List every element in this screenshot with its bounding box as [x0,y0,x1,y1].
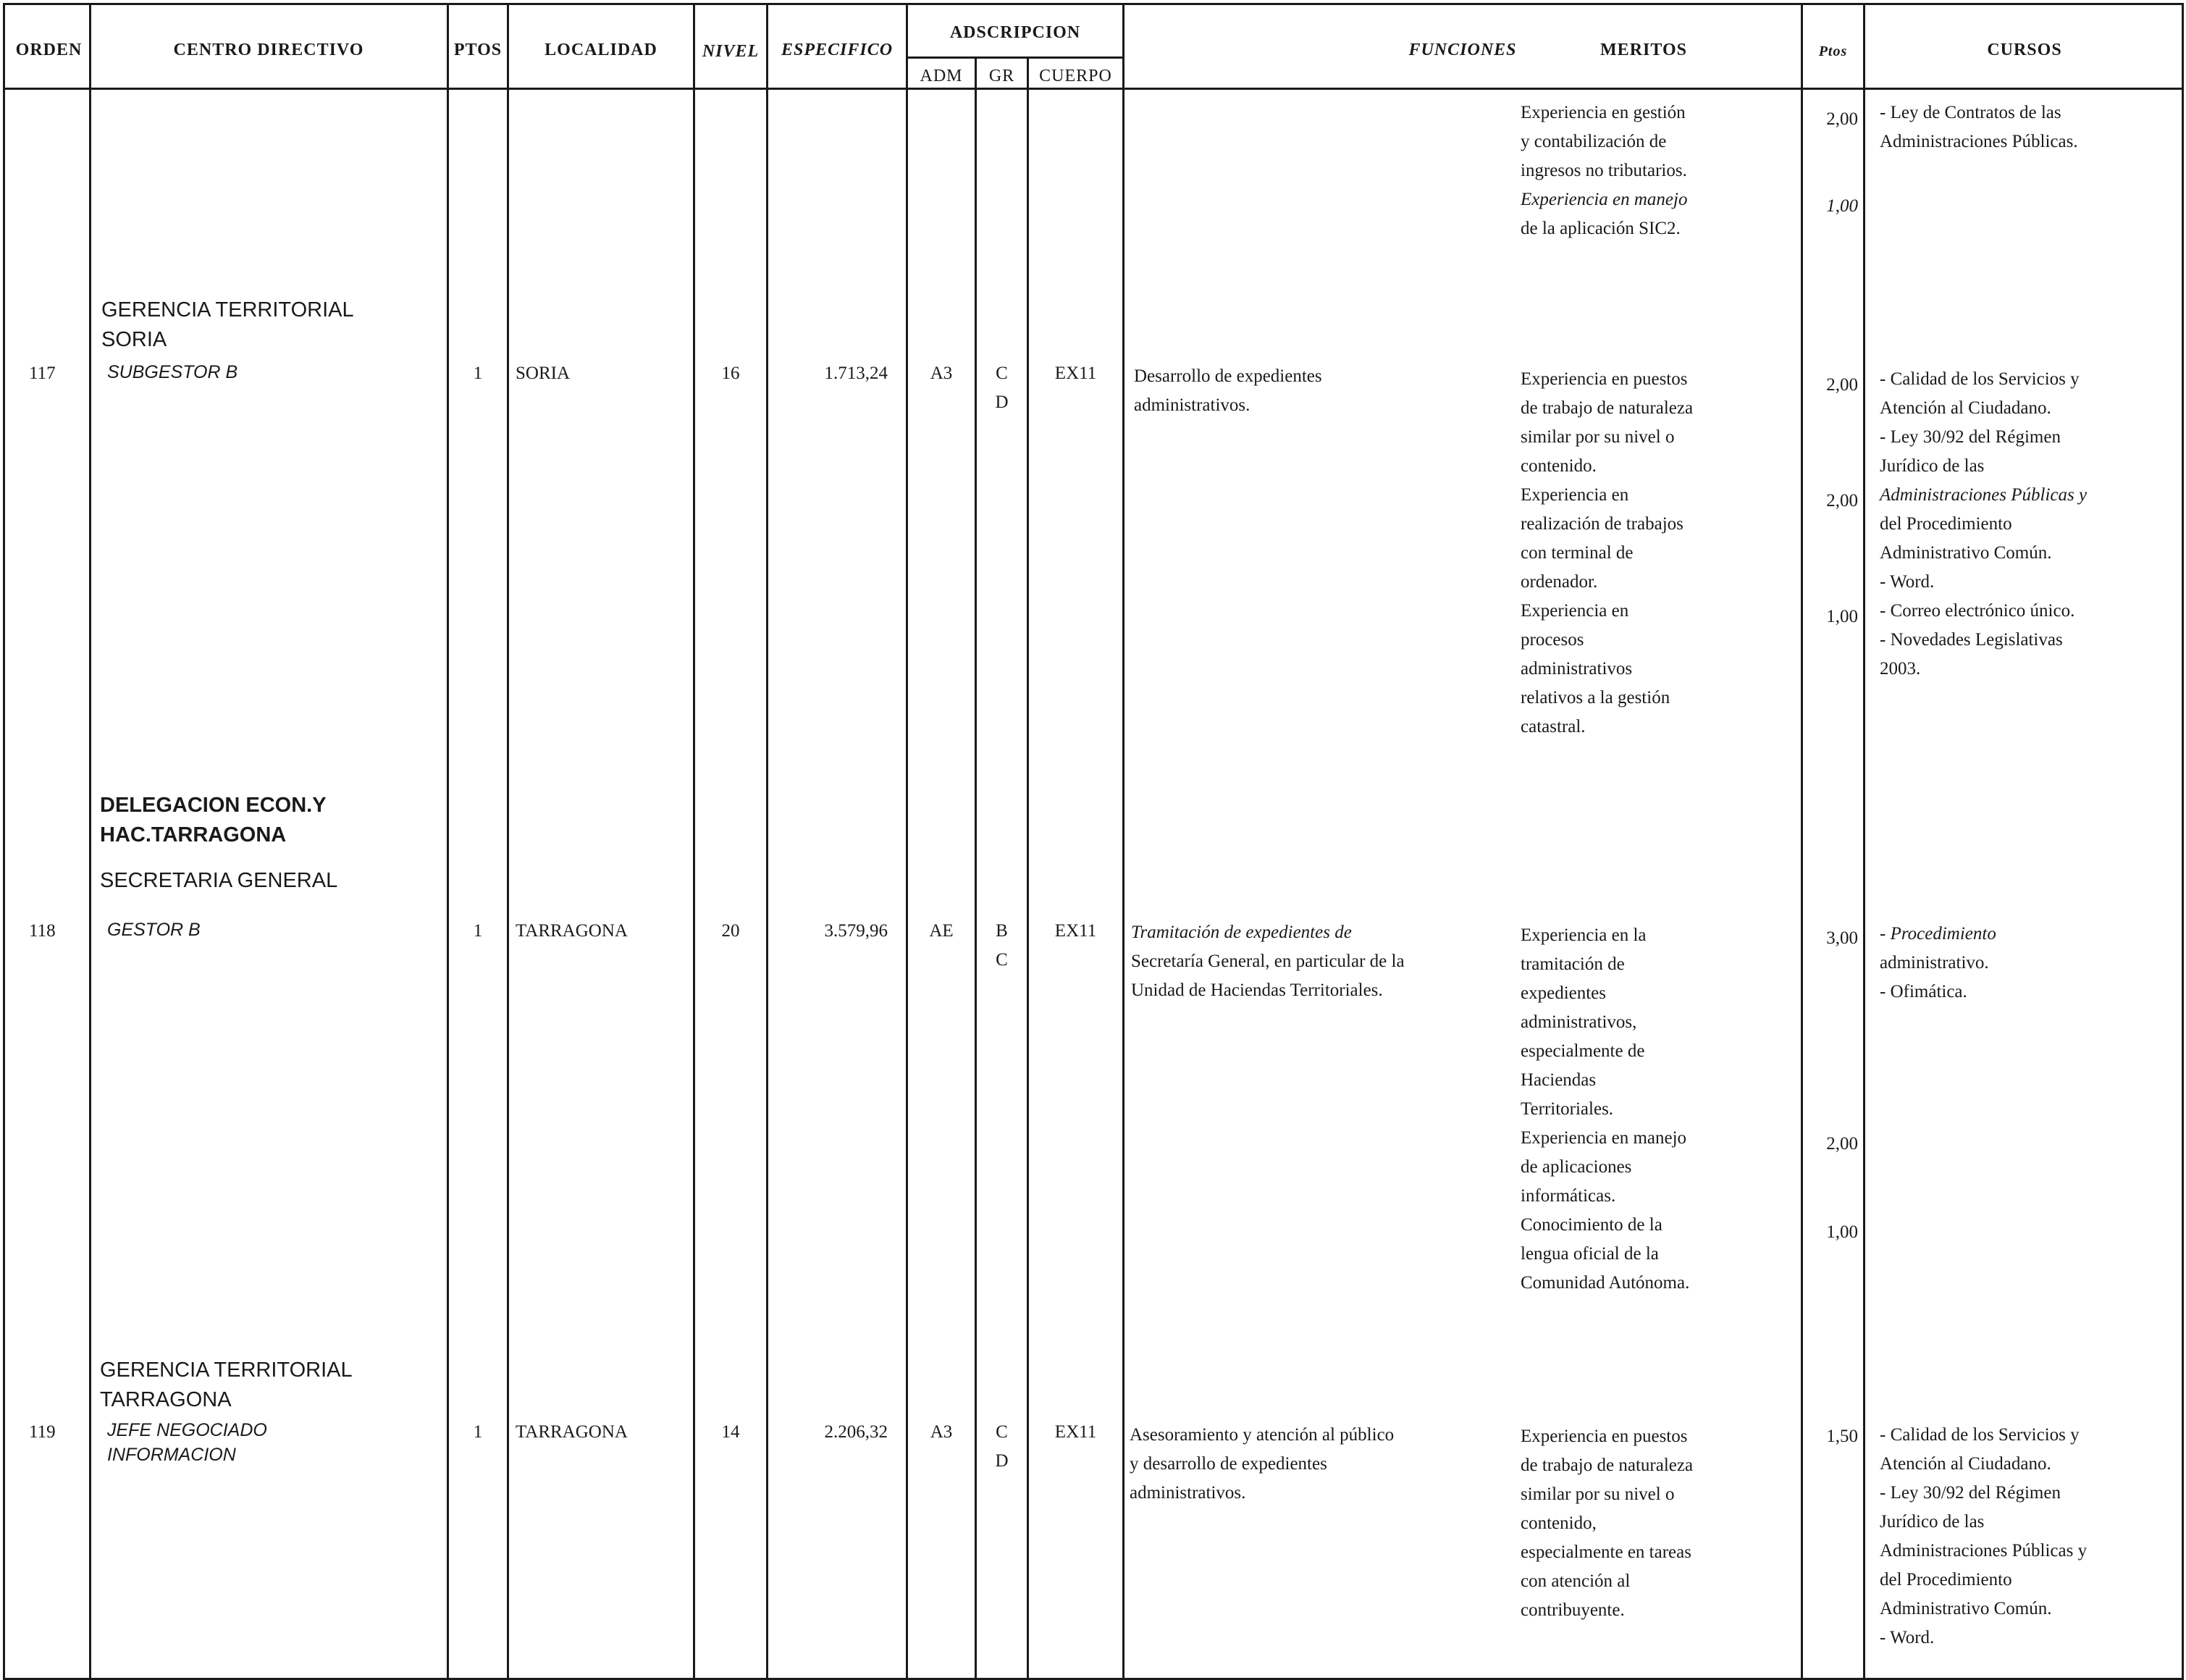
header-nivel: NIVEL [702,42,760,61]
gr-value: C D [995,1422,1009,1471]
merito-text: Experiencia en la tramitación de expedientes administrativos, especialmente de Haciendas Territoriales. Experiencia en manejo de aplicaciones informáticas. Conocimiento de la lengua oficial de la Comunidad Autónoma. [1521,925,1690,1293]
cursos-text: - Ley de Contratos de las Administraciones Públicas. [1880,103,2078,151]
header-adm: ADM [920,67,963,85]
header-localidad: LOCALIDAD [545,41,657,59]
orden-number: 119 [29,1422,56,1442]
merito-points: 1,00 [1826,1222,1858,1242]
puesto-name: GESTOR B [107,920,201,940]
merito-points: 1,00 [1826,196,1858,216]
nivel-value: 14 [721,1422,740,1442]
centro-directivo: GERENCIA TERRITORIAL TARRAGONA [100,1358,353,1411]
header-especifico: ESPECIFICO [781,41,894,59]
merito-points: 2,00 [1826,491,1858,511]
ptos-value: 1 [473,364,483,383]
cursos-text: - Calidad de los Servicios y Atención al Ciudadano. - Ley 30/92 del Régimen Jurídico de las Administraciones Públicas y del Procedimiento Administrativo Común. - Word. - Correo electrónico único. - Novedades Legislativas 2003. [1880,369,2088,679]
col-rule [1863,3,1865,1680]
cuerpo-value: EX11 [1054,364,1097,383]
col-rule [1122,3,1124,1680]
puesto-name: SUBGESTOR B [107,362,238,382]
funciones-text: Tramitación de expedientes de Secretaría General, en particular de la Unidad de Haciendas Territoriales. [1131,923,1405,1000]
centro-directivo: SECRETARIA GENERAL [100,869,338,892]
merito-points: 1,00 [1826,607,1858,626]
cursos-text: - Calidad de los Servicios y Atención al Ciudadano. - Ley 30/92 del Régimen Jurídico de las Administraciones Públicas y del Procedimiento Administrativo Común. - Word. [1880,1425,2088,1647]
gr-value: B C [996,921,1008,970]
ptos-value: 1 [473,1422,483,1442]
orden-number: 117 [29,364,56,383]
centro-directivo: GERENCIA TERRITORIAL SORIA [101,298,354,351]
header-orden: ORDEN [15,41,83,59]
especifico-value: 2.206,32 [824,1422,888,1442]
cursos-text: - Procedimiento administrativo. - Ofimática. [1880,924,1996,1001]
puesto-name: JEFE NEGOCIADO INFORMACION [107,1420,267,1465]
orden-number: 118 [29,921,56,941]
localidad-value: TARRAGONA [516,1422,628,1442]
cuerpo-value: EX11 [1054,921,1097,941]
nivel-value: 20 [721,921,740,941]
nivel-value: 16 [721,364,740,383]
gr-value: C D [995,364,1009,412]
header-gr: GR [988,67,1015,85]
col-rule [89,3,91,1680]
header-centro-directivo: CENTRO DIRECTIVO [173,41,364,59]
merito-points: 2,00 [1826,1134,1858,1154]
header-meritos: MERITOS [1600,41,1687,59]
col-rule [507,3,509,1680]
merito-points: 2,00 [1826,109,1858,129]
funciones-text: Asesoramiento y atención al público y desarrollo de expedientes administrativos. [1130,1425,1395,1503]
adm-value: AE [929,921,954,941]
adm-value: A3 [930,364,953,383]
header-ptos-meritos: Ptos [1818,43,1848,59]
centro-directivo-header: DELEGACION ECON.Y HAC.TARRAGONA [100,794,327,847]
merito-text: Experiencia en puestos de trabajo de naturaleza similar por su nivel o contenido. Experiencia en realización de trabajos con terminal de ordenador. Experiencia en procesos administrativos relativos a la gestión catastral. [1521,369,1694,736]
merito-points: 1,50 [1826,1427,1858,1446]
header-adscripcion: ADSCRIPCION [949,23,1081,42]
merito-points: 3,00 [1826,928,1858,948]
merito-points: 2,00 [1826,375,1858,395]
header-bottom-rule [3,88,2184,90]
especifico-value: 3.579,96 [824,921,888,941]
localidad-value: SORIA [516,364,571,383]
localidad-value: TARRAGONA [516,921,628,941]
cuerpo-value: EX11 [1054,1422,1097,1442]
merito-text: Experiencia en gestión y contabilización de ingresos no tributarios. Experiencia en manejo de la aplicación SIC2. [1521,103,1688,238]
header-cursos: CURSOS [1987,41,2062,59]
header-funciones: FUNCIONES [1408,41,1517,59]
merito-text: Experiencia en puestos de trabajo de naturaleza similar por su nivel o contenido, especialmente en tareas con atención al contribuyente. [1521,1427,1694,1620]
especifico-value: 1.713,24 [824,364,888,383]
header-cuerpo: CUERPO [1039,67,1112,85]
funciones-text: Desarrollo de expedientes administrativos. [1134,366,1322,415]
ptos-value: 1 [473,921,483,941]
header-ptos: PTOS [453,41,503,59]
adscripcion-rule [906,56,1122,59]
adm-value: A3 [930,1422,953,1442]
